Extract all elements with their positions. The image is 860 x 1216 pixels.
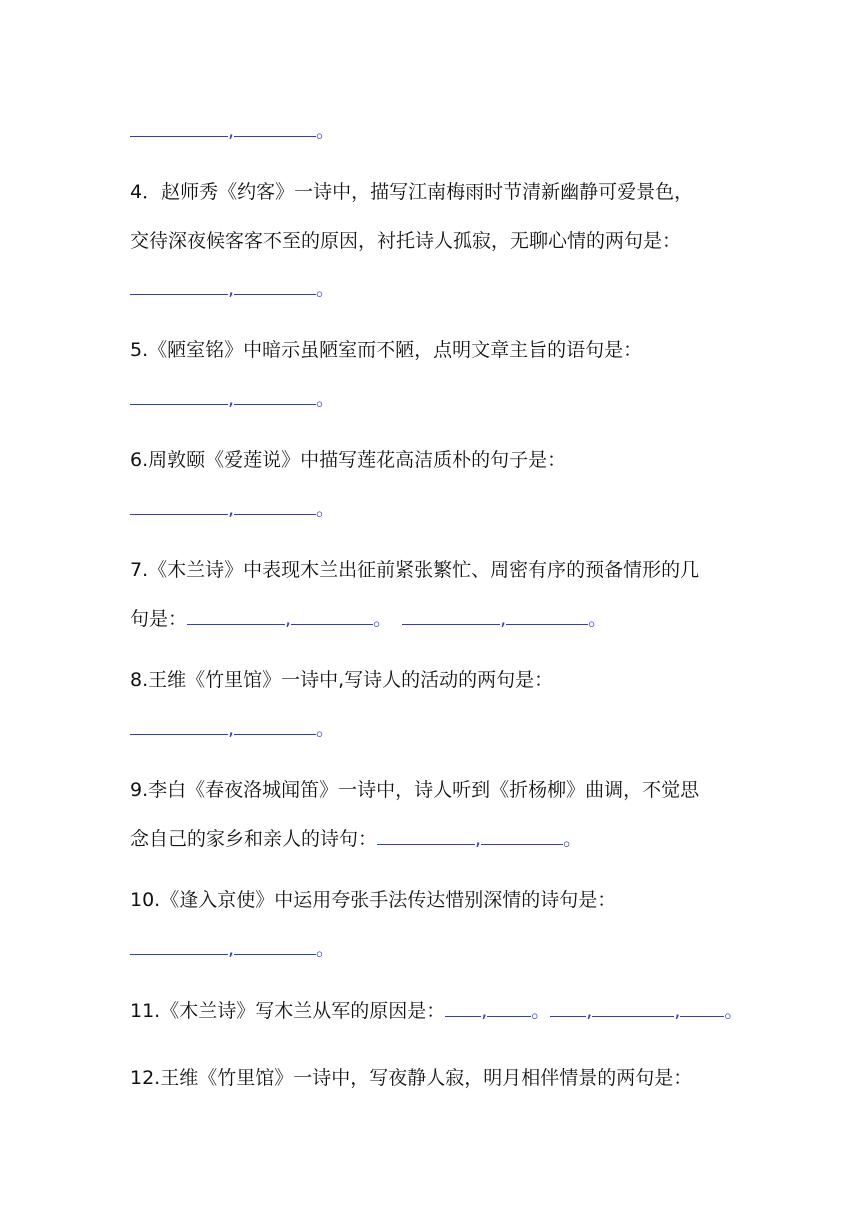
period: 。 (373, 608, 393, 630)
comma: , (285, 608, 292, 630)
answer-blank[interactable] (234, 936, 316, 955)
question-7-line-2 (130, 606, 607, 631)
answer-blank[interactable] (130, 496, 228, 515)
question-11-prefix: 11.《木兰诗》写木兰从军的原因是： (130, 1000, 446, 1022)
comma: , (228, 938, 235, 960)
answer-blank[interactable] (550, 998, 586, 1017)
comma: , (228, 278, 235, 300)
comma: , (228, 388, 235, 410)
answer-blank[interactable] (402, 606, 500, 625)
question-7-line-1: 7.《木兰诗》中表现木兰出征前紧张繁忙、周密有序的预备情形的几 (130, 559, 700, 581)
answer-blank[interactable] (506, 606, 588, 625)
answer-line-q4 (130, 276, 335, 301)
comma: , (228, 120, 235, 142)
comma: , (228, 498, 235, 520)
comma: , (500, 608, 507, 630)
question-12: 12.王维《竹里馆》一诗中，写夜静人寂，明月相伴情景的两句是： (130, 1067, 693, 1089)
answer-blank[interactable] (234, 716, 316, 735)
answer-line-q10 (130, 936, 335, 961)
answer-blank[interactable] (481, 826, 563, 845)
period: 。 (531, 1000, 551, 1022)
period: 。 (588, 608, 608, 630)
answer-blank[interactable] (291, 606, 373, 625)
answer-blank[interactable] (234, 276, 316, 295)
answer-line-q8 (130, 716, 335, 741)
answer-blank[interactable] (377, 826, 475, 845)
answer-blank[interactable] (234, 386, 316, 405)
answer-blank[interactable] (234, 118, 316, 137)
question-10: 10.《逢入京使》中运用夸张手法传达惜别深情的诗句是： (130, 889, 617, 911)
period: 。 (316, 278, 336, 300)
question-4-line-2: 交待深夜候客客不至的原因，衬托诗人孤寂，无聊心情的两句是： (130, 230, 682, 252)
answer-blank[interactable] (130, 118, 228, 137)
answer-blank[interactable] (130, 936, 228, 955)
period: 。 (563, 828, 583, 850)
period: 。 (316, 938, 336, 960)
question-9-line-1: 9.李白《春夜洛城闻笛》一诗中，诗人听到《折杨柳》曲调，不觉思 (130, 779, 700, 801)
answer-line-q6 (130, 496, 335, 521)
answer-line-q5 (130, 386, 335, 411)
answer-blank[interactable] (130, 716, 228, 735)
comma: , (228, 718, 235, 740)
question-5: 5.《陋室铭》中暗示虽陋室而不陋，点明文章主旨的语句是： (130, 339, 643, 361)
answer-blank[interactable] (130, 386, 228, 405)
question-6: 6.周敦颐《爱莲说》中描写莲花高洁质朴的句子是： (130, 449, 567, 471)
answer-blank[interactable] (680, 998, 724, 1017)
period: 。 (724, 1000, 744, 1022)
question-7-prefix: 句是： (130, 608, 188, 630)
answer-line-q3 (130, 118, 335, 143)
period: 。 (316, 718, 336, 740)
question-11 (130, 998, 743, 1023)
comma: , (475, 828, 482, 850)
answer-blank[interactable] (487, 998, 531, 1017)
question-4-line-1: 4．赵师秀《约客》一诗中，描写江南梅雨时节清新幽静可爱景色， (130, 181, 694, 203)
question-9-prefix: 念自己的家乡和亲人的诗句： (130, 828, 378, 850)
comma: , (481, 1000, 488, 1022)
comma: , (674, 1000, 681, 1022)
question-9-line-2 (130, 826, 582, 851)
answer-blank[interactable] (234, 496, 316, 515)
comma: , (586, 1000, 593, 1022)
period: 。 (316, 120, 336, 142)
answer-blank[interactable] (592, 998, 674, 1017)
question-8: 8.王维《竹里馆》一诗中,写诗人的活动的两句是： (130, 669, 554, 691)
period: 。 (316, 498, 336, 520)
answer-blank[interactable] (130, 276, 228, 295)
period: 。 (316, 388, 336, 410)
answer-blank[interactable] (445, 998, 481, 1017)
answer-blank[interactable] (187, 606, 285, 625)
